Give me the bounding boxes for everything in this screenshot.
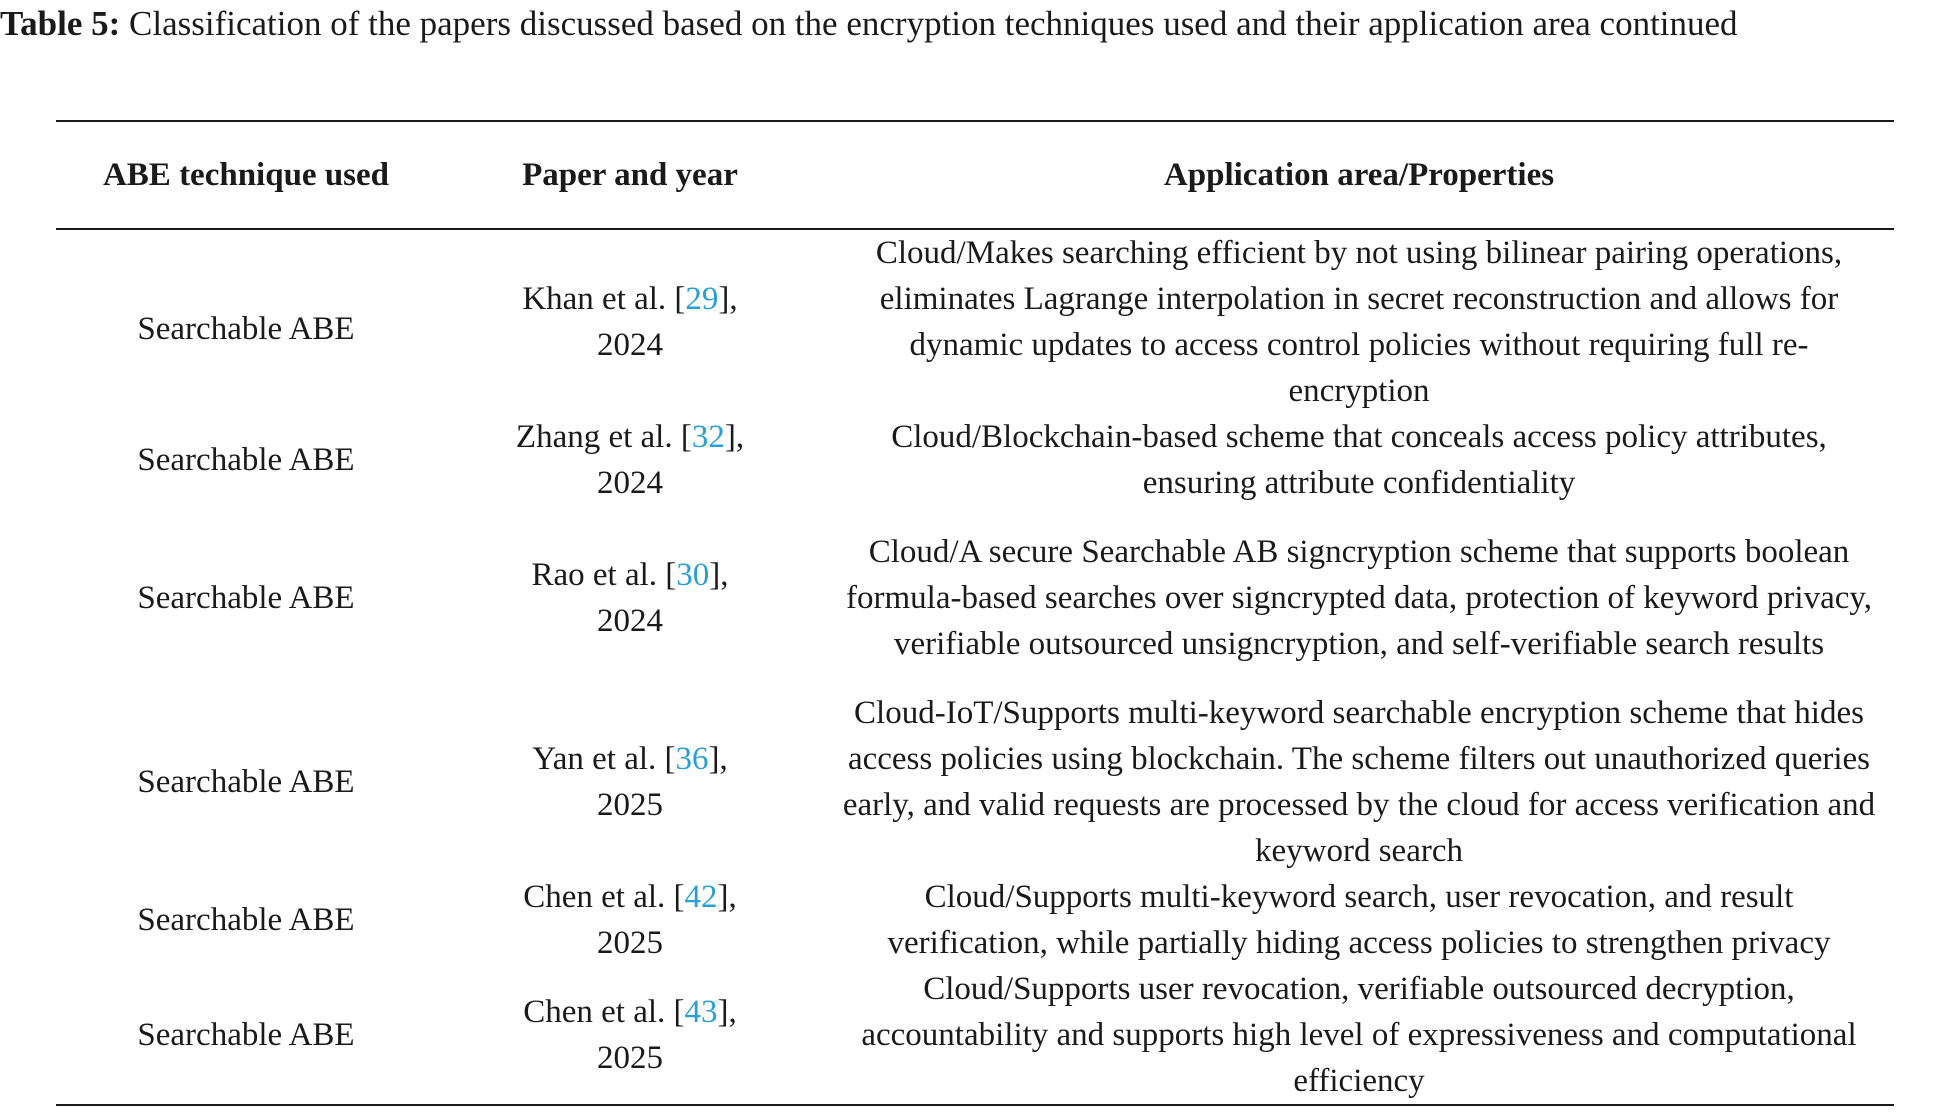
- technique-cell: Searchable ABE: [137, 764, 355, 800]
- technique-cell: Searchable ABE: [137, 442, 355, 478]
- reference-link[interactable]: 36: [675, 741, 709, 777]
- paper-year-cell: [436, 229, 824, 414]
- properties-cell: Cloud/Blockchain-based scheme that conceals access policy attributes, ensuring attribute confidentiality: [891, 419, 1827, 501]
- author-text: Zhang et al. [: [515, 419, 692, 455]
- properties-cell: Cloud/Supports user revocation, verifiable outsourced decryption, accountability and supports high level of expressiveness and computational efficiency: [861, 971, 1857, 1099]
- year-text: ], 2025: [597, 879, 737, 961]
- classification-table: [56, 120, 1894, 1106]
- technique-cell: Searchable ABE: [137, 580, 355, 616]
- table-row: [56, 874, 1894, 966]
- table-header: [56, 121, 1894, 229]
- paper-year-cell: [436, 874, 824, 966]
- reference-link[interactable]: 30: [676, 557, 710, 593]
- technique-cell: Searchable ABE: [137, 902, 355, 938]
- properties-cell: Cloud/Makes searching efficient by not using bilinear pairing operations, eliminates Lagrange interpolation in secret reconstruction and allows for dynamic updates to access control policies without requiring full re-encryption: [875, 235, 1843, 409]
- table-row: [56, 690, 1894, 874]
- classification-table-wrapper: [56, 120, 1894, 1106]
- properties-cell: Cloud-IoT/Supports multi-keyword searchable encryption scheme that hides access policies using blockchain. The scheme filters out unauthorized queries early, and valid requests are processed by the cloud for access verification and keyword search: [842, 695, 1876, 869]
- reference-link[interactable]: 32: [691, 419, 725, 455]
- paper-year-cell: [436, 414, 824, 506]
- author-text: Chen et al. [: [523, 879, 685, 915]
- technique-cell: Searchable ABE: [137, 1017, 355, 1053]
- header-row: [56, 121, 1894, 229]
- author-text: Chen et al. [: [523, 994, 685, 1030]
- table-label: Table 5:: [0, 4, 121, 43]
- technique-cell: Searchable ABE: [137, 311, 355, 347]
- paper-year-cell: [436, 690, 824, 874]
- paper-year-cell: [436, 966, 824, 1105]
- author-text: Yan et al. [: [532, 741, 676, 777]
- table-caption: [0, 0, 1952, 47]
- year-text: ], 2024: [597, 557, 729, 639]
- reference-link[interactable]: 42: [684, 879, 718, 915]
- table-row: [56, 229, 1894, 414]
- paper-year-cell: [436, 506, 824, 690]
- year-text: ], 2025: [597, 994, 737, 1076]
- caption-text: Classification of the papers discussed based on the encryption techniques used and their application area continued: [129, 4, 1738, 43]
- table-row: [56, 966, 1894, 1105]
- properties-cell: Cloud/A secure Searchable AB signcryption scheme that supports boolean formula-based searches over signcrypted data, protection of keyword privacy, verifiable outsourced unsigncryption, and self-verifiable search results: [846, 534, 1872, 662]
- header-properties: Application area/Properties: [1163, 157, 1555, 193]
- table-row: [56, 414, 1894, 506]
- table-row: [56, 506, 1894, 690]
- properties-cell: Cloud/Supports multi-keyword search, user revocation, and result verification, while partially hiding access policies to strengthen privacy: [887, 879, 1831, 961]
- reference-link[interactable]: 29: [685, 281, 719, 317]
- reference-link[interactable]: 43: [684, 994, 718, 1030]
- header-technique: ABE technique used: [102, 157, 390, 193]
- table-body: [56, 229, 1894, 1105]
- author-text: Khan et al. [: [522, 281, 686, 317]
- author-text: Rao et al. [: [531, 557, 677, 593]
- year-text: ], 2024: [597, 281, 738, 363]
- year-text: ], 2024: [597, 419, 745, 501]
- header-paper-year: Paper and year: [522, 157, 738, 193]
- year-text: ], 2025: [597, 741, 728, 823]
